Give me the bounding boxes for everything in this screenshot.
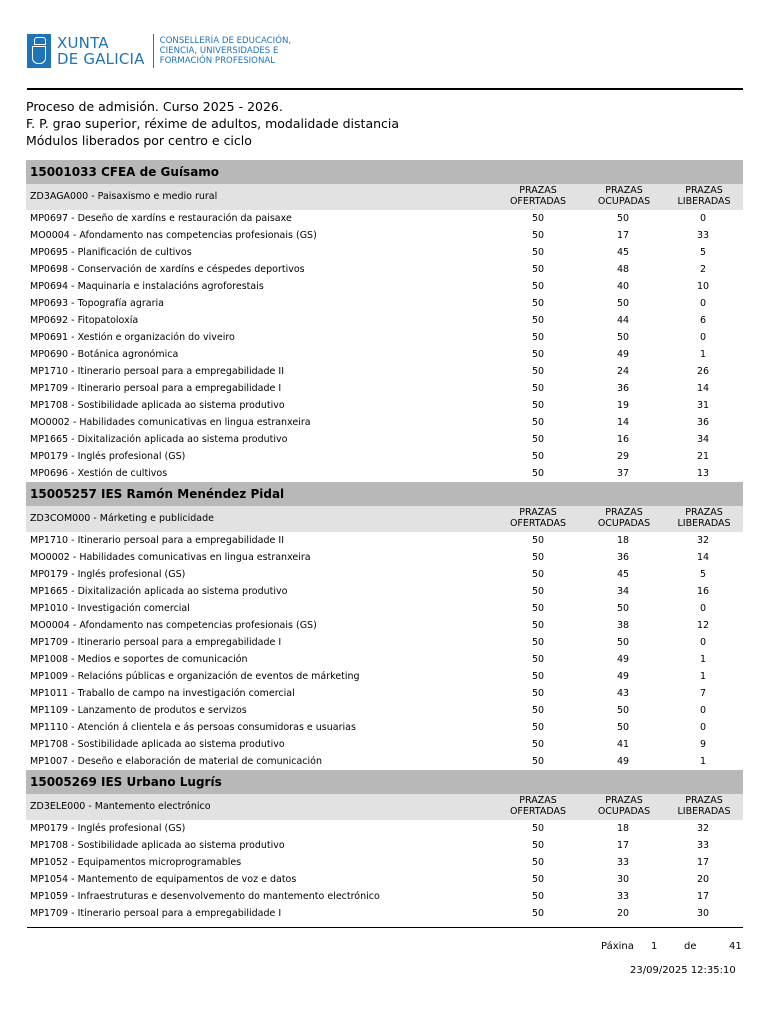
column-header-line: PRAZAS — [519, 507, 557, 518]
prazas-ocupadas: 16 — [616, 434, 630, 445]
center-section — [26, 770, 743, 922]
module-name: MP0693 - Topografía agraria — [30, 298, 164, 309]
column-header-ofertadas — [500, 185, 576, 207]
report-title-line2: F. P. grao superior, réxime de adultos, modalidade distancia — [26, 116, 400, 131]
report-titles — [26, 98, 399, 149]
prazas-ocupadas: 33 — [616, 857, 630, 868]
prazas-ocupadas: 36 — [616, 383, 630, 394]
prazas-ofertadas: 50 — [531, 654, 545, 665]
table-row — [26, 278, 743, 295]
column-header-line: PRAZAS — [605, 185, 643, 196]
prazas-ofertadas: 50 — [531, 298, 545, 309]
prazas-ocupadas: 49 — [616, 671, 630, 682]
column-header-line: OCUPADAS — [597, 518, 651, 529]
table-row — [26, 261, 743, 278]
module-name: MP1054 - Mantemento de equipamentos de voz e datos — [30, 874, 297, 885]
prazas-ofertadas: 50 — [531, 874, 545, 885]
module-name: MP1710 - Itinerario persoal para a empregabilidade II — [30, 366, 284, 377]
prazas-ofertadas: 50 — [531, 315, 545, 326]
table-row — [26, 837, 743, 854]
column-header-line: PRAZAS — [519, 185, 557, 196]
table-row — [26, 651, 743, 668]
dept-line2: CIENCIA, UNIVERSIDADES E — [159, 46, 279, 56]
prazas-ocupadas: 30 — [616, 874, 630, 885]
prazas-ocupadas: 45 — [616, 569, 630, 580]
module-name: MP0698 - Conservación de xardíns e céspedes deportivos — [30, 264, 305, 275]
prazas-ocupadas: 50 — [616, 637, 630, 648]
prazas-ofertadas: 50 — [531, 535, 545, 546]
table-row — [26, 397, 743, 414]
prazas-liberadas: 32 — [696, 535, 710, 546]
prazas-ofertadas: 50 — [531, 722, 545, 733]
prazas-liberadas: 0 — [699, 298, 707, 309]
column-header-line: PRAZAS — [685, 507, 723, 518]
module-name: MP1708 - Sostibilidade aplicada ao sistema produtivo — [30, 840, 285, 851]
module-name: MO0002 - Habilidades comunicativas en lingua estranxeira — [30, 417, 311, 428]
prazas-liberadas: 1 — [699, 654, 707, 665]
prazas-liberadas: 36 — [696, 417, 710, 428]
cycle-name: ZD3COM000 - Márketing e publicidade — [30, 513, 214, 524]
prazas-liberadas: 34 — [696, 434, 710, 445]
print-timestamp: 23/09/2025 12:35:10 — [630, 965, 736, 976]
prazas-ocupadas: 36 — [616, 552, 630, 563]
table-row — [26, 532, 743, 549]
prazas-liberadas: 7 — [699, 688, 707, 699]
table-row — [26, 346, 743, 363]
prazas-ocupadas: 43 — [616, 688, 630, 699]
prazas-liberadas: 9 — [699, 739, 707, 750]
column-header-line: PRAZAS — [685, 185, 723, 196]
table-row — [26, 549, 743, 566]
module-name: MP1709 - Itinerario persoal para a empregabilidade I — [30, 383, 282, 394]
table-row — [26, 719, 743, 736]
table-row — [26, 431, 743, 448]
prazas-ocupadas: 33 — [616, 891, 630, 902]
table-row — [26, 566, 743, 583]
table-row — [26, 583, 743, 600]
prazas-ocupadas: 40 — [616, 281, 630, 292]
module-name: MP1007 - Deseño e elaboración de material de comunicación — [30, 756, 323, 767]
prazas-liberadas: 16 — [696, 586, 710, 597]
prazas-liberadas: 0 — [699, 705, 707, 716]
column-header-line: PRAZAS — [605, 795, 643, 806]
prazas-liberadas: 14 — [696, 383, 710, 394]
table-row — [26, 820, 743, 837]
module-name: MP0179 - Inglés profesional (GS) — [30, 451, 186, 462]
prazas-ofertadas: 50 — [531, 468, 545, 479]
column-header-line: LIBERADAS — [677, 518, 731, 529]
cycle-name: ZD3AGA000 - Paisaxismo e medio rural — [30, 191, 218, 202]
column-header-line: PRAZAS — [519, 795, 557, 806]
prazas-liberadas: 33 — [696, 840, 710, 851]
page-label: Páxina — [601, 941, 634, 952]
module-name: MP1008 - Medios e soportes de comunicación — [30, 654, 248, 665]
module-name: MP0179 - Inglés profesional (GS) — [30, 823, 186, 834]
module-name: MO0004 - Afondamento nas competencias profesionais (GS) — [30, 230, 317, 241]
module-name: MP1708 - Sostibilidade aplicada ao sistema produtivo — [30, 400, 285, 411]
module-name: MP0179 - Inglés profesional (GS) — [30, 569, 186, 580]
column-header-line: OFERTADAS — [509, 196, 567, 207]
department-name — [160, 36, 292, 66]
prazas-liberadas: 2 — [699, 264, 707, 275]
table-row — [26, 617, 743, 634]
prazas-ofertadas: 50 — [531, 586, 545, 597]
module-name: MP0696 - Xestión de cultivos — [30, 468, 168, 479]
module-name: MP1709 - Itinerario persoal para a empregabilidade I — [30, 637, 282, 648]
prazas-ofertadas: 50 — [531, 213, 545, 224]
column-header-ocupadas — [586, 185, 662, 207]
column-header-ofertadas — [500, 507, 576, 529]
prazas-liberadas: 31 — [696, 400, 710, 411]
table-row — [26, 414, 743, 431]
logo-line1: XUNTA — [57, 34, 109, 52]
table-row — [26, 465, 743, 482]
cycle-name: ZD3ELE000 - Mantemento electrónico — [30, 801, 211, 812]
column-header-line: OCUPADAS — [597, 806, 651, 817]
module-name: MO0004 - Afondamento nas competencias profesionais (GS) — [30, 620, 317, 631]
table-row — [26, 753, 743, 770]
table-row — [26, 888, 743, 905]
prazas-ocupadas: 50 — [616, 332, 630, 343]
cycle-header-row — [26, 794, 743, 820]
report-title-line1: Proceso de admisión. Curso 2025 - 2026. — [26, 99, 283, 114]
prazas-liberadas: 20 — [696, 874, 710, 885]
column-header-line: OFERTADAS — [509, 518, 567, 529]
prazas-ofertadas: 50 — [531, 349, 545, 360]
prazas-ocupadas: 50 — [616, 705, 630, 716]
logo-divider — [153, 34, 154, 68]
prazas-ofertadas: 50 — [531, 908, 545, 919]
module-name: MP1709 - Itinerario persoal para a empregabilidade I — [30, 908, 282, 919]
module-name: MP0691 - Xestión e organización do viveiro — [30, 332, 235, 343]
prazas-ofertadas: 50 — [531, 264, 545, 275]
prazas-ofertadas: 50 — [531, 891, 545, 902]
prazas-ocupadas: 17 — [616, 230, 630, 241]
prazas-ocupadas: 50 — [616, 298, 630, 309]
module-name: MP1665 - Dixitalización aplicada ao sistema produtivo — [30, 434, 288, 445]
prazas-liberadas: 13 — [696, 468, 710, 479]
prazas-ofertadas: 50 — [531, 569, 545, 580]
cycle-header-row — [26, 506, 743, 532]
module-name: MP0690 - Botánica agronómica — [30, 349, 179, 360]
prazas-liberadas: 17 — [696, 857, 710, 868]
center-section — [26, 160, 743, 482]
prazas-ofertadas: 50 — [531, 739, 545, 750]
prazas-ofertadas: 50 — [531, 823, 545, 834]
column-header-ocupadas — [586, 795, 662, 817]
prazas-ofertadas: 50 — [531, 620, 545, 631]
prazas-ocupadas: 37 — [616, 468, 630, 479]
dept-line1: CONSELLERÍA DE EDUCACIÓN, — [159, 36, 292, 46]
table-row — [26, 871, 743, 888]
column-header-liberadas — [666, 795, 742, 817]
prazas-ocupadas: 38 — [616, 620, 630, 631]
prazas-ocupadas: 49 — [616, 349, 630, 360]
prazas-ocupadas: 20 — [616, 908, 630, 919]
prazas-ofertadas: 50 — [531, 400, 545, 411]
module-name: MP1011 - Traballo de campo na investigación comercial — [30, 688, 295, 699]
column-header-line: OFERTADAS — [509, 806, 567, 817]
galicia-crest-icon — [27, 34, 51, 68]
prazas-liberadas: 1 — [699, 671, 707, 682]
column-header-line: LIBERADAS — [677, 196, 731, 207]
module-name: MP0694 - Maquinaria e instalacións agroforestais — [30, 281, 264, 292]
header-rule — [27, 88, 743, 90]
prazas-ofertadas: 50 — [531, 637, 545, 648]
prazas-liberadas: 33 — [696, 230, 710, 241]
column-header-line: OCUPADAS — [597, 196, 651, 207]
table-row — [26, 244, 743, 261]
module-name: MP1052 - Equipamentos microprogramables — [30, 857, 242, 868]
prazas-ofertadas: 50 — [531, 366, 545, 377]
prazas-ofertadas: 50 — [531, 857, 545, 868]
table-row — [26, 227, 743, 244]
module-name: MP1109 - Lanzamento de produtos e servizos — [30, 705, 247, 716]
prazas-ofertadas: 50 — [531, 671, 545, 682]
prazas-liberadas: 0 — [699, 603, 707, 614]
prazas-liberadas: 30 — [696, 908, 710, 919]
prazas-ocupadas: 49 — [616, 654, 630, 665]
column-header-line: PRAZAS — [605, 507, 643, 518]
report-title-line3: Módulos liberados por centro e ciclo — [26, 133, 252, 148]
prazas-ocupadas: 44 — [616, 315, 630, 326]
prazas-liberadas: 32 — [696, 823, 710, 834]
table-row — [26, 329, 743, 346]
prazas-ocupadas: 34 — [616, 586, 630, 597]
prazas-ocupadas: 19 — [616, 400, 630, 411]
prazas-ofertadas: 50 — [531, 840, 545, 851]
center-name: 15005257 IES Ramón Menéndez Pidal — [26, 482, 743, 506]
prazas-ofertadas: 50 — [531, 688, 545, 699]
prazas-ocupadas: 18 — [616, 823, 630, 834]
prazas-ocupadas: 24 — [616, 366, 630, 377]
page-header — [27, 32, 291, 70]
prazas-ofertadas: 50 — [531, 230, 545, 241]
prazas-ocupadas: 50 — [616, 603, 630, 614]
cycle-header-row — [26, 184, 743, 210]
prazas-liberadas: 26 — [696, 366, 710, 377]
module-name: MP1110 - Atención á clientela e ás persoas consumidoras e usuarias — [30, 722, 356, 733]
table-row — [26, 380, 743, 397]
center-name: 15001033 CFEA de Guísamo — [26, 160, 743, 184]
prazas-ofertadas: 50 — [531, 603, 545, 614]
prazas-ocupadas: 50 — [616, 722, 630, 733]
prazas-ofertadas: 50 — [531, 383, 545, 394]
prazas-ofertadas: 50 — [531, 451, 545, 462]
report-table — [26, 160, 743, 922]
prazas-liberadas: 1 — [699, 756, 707, 767]
prazas-ocupadas: 29 — [616, 451, 630, 462]
prazas-liberadas: 17 — [696, 891, 710, 902]
prazas-liberadas: 10 — [696, 281, 710, 292]
center-section — [26, 482, 743, 770]
page-number: 1 — [651, 941, 658, 952]
prazas-liberadas: 12 — [696, 620, 710, 631]
table-row — [26, 448, 743, 465]
table-row — [26, 312, 743, 329]
prazas-liberadas: 5 — [699, 569, 707, 580]
table-row — [26, 685, 743, 702]
prazas-liberadas: 0 — [699, 213, 707, 224]
table-row — [26, 295, 743, 312]
table-row — [26, 702, 743, 719]
module-name: MP0692 - Fitopatoloxía — [30, 315, 139, 326]
module-name: MP1708 - Sostibilidade aplicada ao sistema produtivo — [30, 739, 285, 750]
prazas-ocupadas: 41 — [616, 739, 630, 750]
xunta-logo-text — [57, 35, 145, 67]
table-row — [26, 600, 743, 617]
prazas-ocupadas: 45 — [616, 247, 630, 258]
module-name: MP1710 - Itinerario persoal para a empregabilidade II — [30, 535, 284, 546]
prazas-liberadas: 0 — [699, 722, 707, 733]
module-name: MO0002 - Habilidades comunicativas en lingua estranxeira — [30, 552, 311, 563]
prazas-liberadas: 0 — [699, 637, 707, 648]
column-header-line: LIBERADAS — [677, 806, 731, 817]
prazas-liberadas: 0 — [699, 332, 707, 343]
column-header-ofertadas — [500, 795, 576, 817]
prazas-ofertadas: 50 — [531, 332, 545, 343]
module-name: MP1009 - Relacións públicas e organización de eventos de márketing — [30, 671, 360, 682]
prazas-ofertadas: 50 — [531, 552, 545, 563]
prazas-ocupadas: 14 — [616, 417, 630, 428]
prazas-liberadas: 14 — [696, 552, 710, 563]
table-row — [26, 905, 743, 922]
table-row — [26, 736, 743, 753]
prazas-liberadas: 6 — [699, 315, 707, 326]
table-row — [26, 634, 743, 651]
module-name: MP0697 - Deseño de xardíns e restauración da paisaxe — [30, 213, 292, 224]
column-header-liberadas — [666, 185, 742, 207]
prazas-ocupadas: 50 — [616, 213, 630, 224]
prazas-liberadas: 5 — [699, 247, 707, 258]
column-header-ocupadas — [586, 507, 662, 529]
prazas-ofertadas: 50 — [531, 756, 545, 767]
prazas-ofertadas: 50 — [531, 705, 545, 716]
dept-line3: FORMACIÓN PROFESIONAL — [159, 56, 276, 66]
module-name: MP1010 - Investigación comercial — [30, 603, 190, 614]
table-row — [26, 363, 743, 380]
center-name: 15005269 IES Urbano Lugrís — [26, 770, 743, 794]
module-name: MP0695 - Planificación de cultivos — [30, 247, 192, 258]
prazas-ofertadas: 50 — [531, 417, 545, 428]
column-header-liberadas — [666, 507, 742, 529]
module-name: MP1665 - Dixitalización aplicada ao sistema produtivo — [30, 586, 288, 597]
prazas-liberadas: 21 — [696, 451, 710, 462]
table-row — [26, 668, 743, 685]
module-name: MP1059 - Infraestruturas e desenvolvemento do mantemento electrónico — [30, 891, 380, 902]
footer-rule — [27, 927, 743, 928]
prazas-ocupadas: 17 — [616, 840, 630, 851]
logo-line2: DE GALICIA — [57, 50, 145, 68]
prazas-ocupadas: 49 — [616, 756, 630, 767]
prazas-ofertadas: 50 — [531, 434, 545, 445]
table-row — [26, 210, 743, 227]
prazas-ofertadas: 50 — [531, 281, 545, 292]
prazas-ocupadas: 48 — [616, 264, 630, 275]
table-row — [26, 854, 743, 871]
prazas-liberadas: 1 — [699, 349, 707, 360]
page-of-label: de — [684, 941, 697, 952]
prazas-ocupadas: 18 — [616, 535, 630, 546]
prazas-ofertadas: 50 — [531, 247, 545, 258]
column-header-line: PRAZAS — [685, 795, 723, 806]
page-total: 41 — [729, 941, 742, 952]
